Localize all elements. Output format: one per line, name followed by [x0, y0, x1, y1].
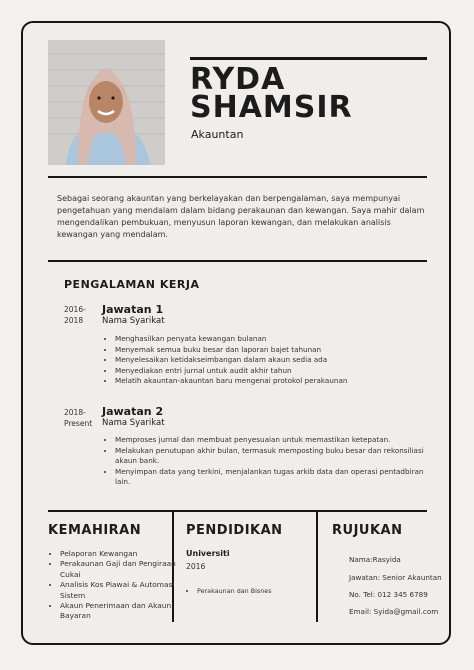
list-item: • Akaun Penerimaan dan Akaun Bayaran: [60, 601, 178, 622]
reference-name: Nama:Rasyida: [349, 555, 401, 564]
list-item: • Pelaporan Kewangan: [60, 549, 178, 559]
list-item: • Menyimpan data yang terkini, menjalankan tugas arkib data dan operasi pentadbiran lain.: [115, 467, 431, 488]
job-duties-list: [103, 334, 435, 387]
job-company: Nama Syarikat: [102, 316, 165, 326]
list-item: • Perakaunan Gaji dan Pengiraan Cukai: [60, 559, 178, 580]
reference-phone: No. Tel: 012 345 6789: [349, 590, 428, 599]
list-item: • Menyelesaikan ketidakseimbangan dalam akaun sedia ada: [115, 355, 435, 366]
job-title: Jawatan 2: [102, 405, 164, 418]
profile-photo-image: [48, 40, 165, 165]
summary-bottom-rule: [48, 260, 427, 262]
education-year: 2016: [186, 562, 206, 571]
skills-title: KEMAHIRAN: [48, 523, 142, 538]
list-item: • Melatih akauntan-akauntan baru mengenai protokol perakaunan: [115, 376, 435, 387]
name-line-2: SHAMSIR: [190, 90, 353, 125]
column-divider: [316, 510, 318, 622]
job-date: [64, 407, 92, 429]
job-date: [64, 304, 86, 326]
education-list: [185, 586, 317, 597]
list-item: • Analisis Kos Piawai & Automasi Sistem: [60, 580, 178, 601]
list-item: • Menyemak semua buku besar dan laporan bajet tahunan: [115, 345, 435, 356]
summary-text: Sebagai seorang akauntan yang berkelayakan dan berpengalaman, saya mempunyai pengetahuan yang mendalam dalam bidang perakaunan dan kewangan. Saya mahir dalam mengendalikan pembukuan, menyusun laporan kewangan, dan melakukan analisis kewangan yang mendalam.: [57, 194, 425, 239]
job-role: Akauntan: [191, 128, 244, 141]
job-company: Nama Syarikat: [102, 418, 165, 428]
reference-email: Email: Syida@gmail.com: [349, 607, 439, 616]
education-school: Universiti: [186, 549, 230, 558]
name-line-1: RYDA: [190, 62, 286, 97]
name-heading: [190, 62, 353, 125]
skills-list: [48, 549, 178, 622]
job-date-end: Present: [64, 419, 93, 428]
job-title: Jawatan 1: [102, 303, 164, 316]
references-title: RUJUKAN: [332, 523, 403, 538]
summary-top-rule: [48, 176, 427, 178]
header-top-rule: [190, 57, 427, 60]
list-item: • Melakukan penutupan akhir bulan, termasuk memposting buku besar dan rekonsiliasi akaun bank.: [115, 446, 431, 467]
profile-photo: [48, 40, 165, 165]
education-title: PENDIDIKAN: [186, 523, 283, 538]
experience-title: PENGALAMAN KERJA: [64, 278, 200, 291]
list-item: • Perakaunan dan Bisnes: [197, 586, 317, 597]
list-item: • Menghasilkan penyata kewangan bulanan: [115, 334, 435, 345]
bottom-section-rule: [48, 510, 427, 512]
job-date-end: 2018: [64, 316, 84, 325]
list-item: • Menyediakan entri jurnal untuk audit akhir tahun: [115, 366, 435, 377]
list-item: • Memproses jurnal dan membuat penyesuaian untuk memastikan ketepatan.: [115, 435, 431, 446]
job-date-start: 2018-: [64, 408, 86, 417]
job-date-start: 2016-: [64, 305, 86, 314]
job-duties-list: [103, 435, 431, 488]
reference-position: Jawatan: Senior Akauntan: [349, 573, 442, 582]
